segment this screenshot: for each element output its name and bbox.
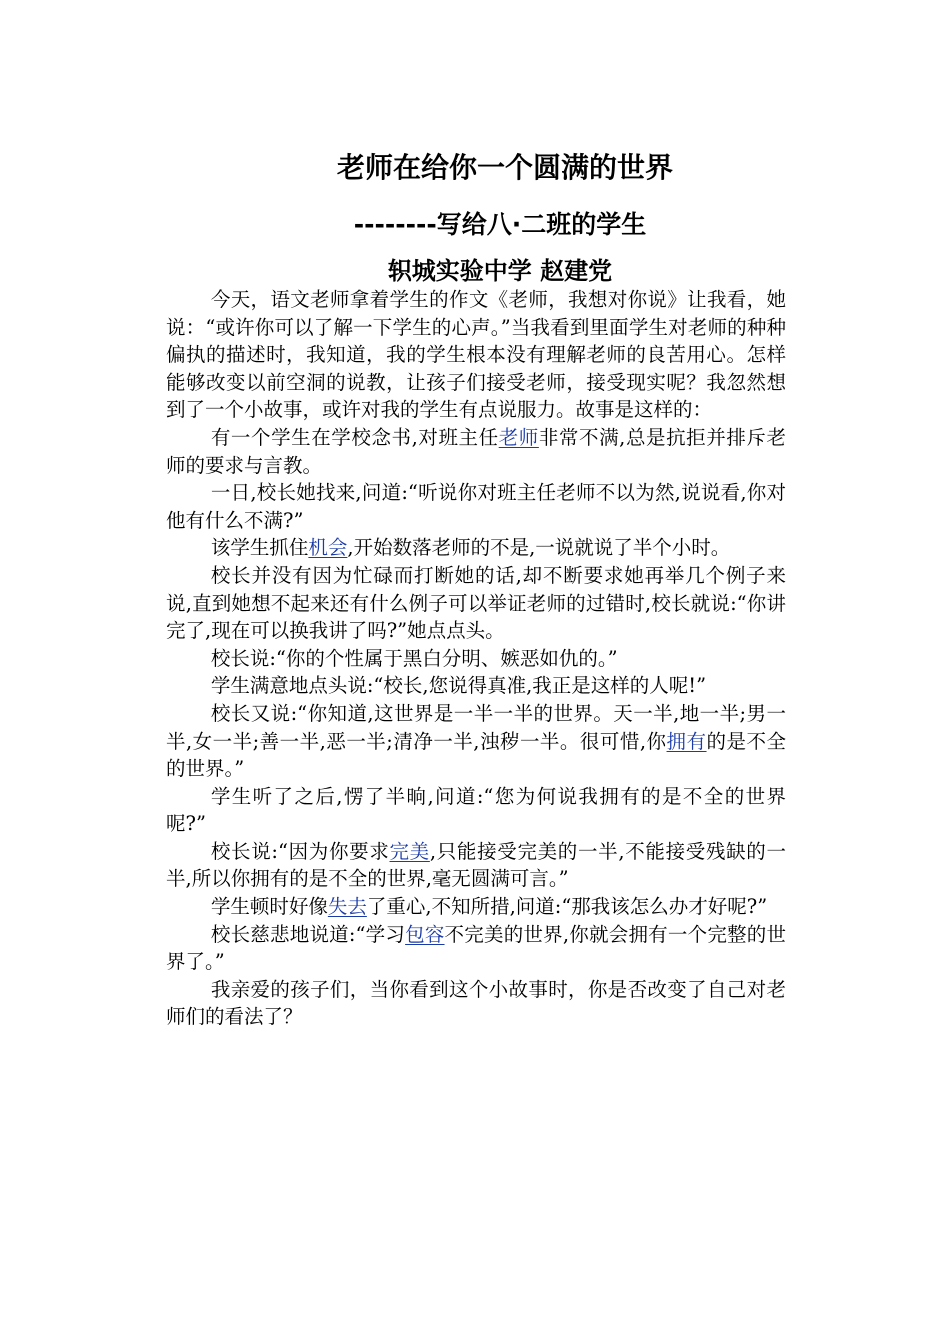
paragraph-text: 校长说:“因为你要求 — [210, 839, 390, 863]
paragraph-text: 学生满意地点头说:“校长,您说得真准,我正是这样的人呢!” — [210, 674, 707, 698]
paragraph-text: ,开始数落老师的不是,一说就说了半个小时。 — [347, 536, 731, 560]
paragraph-text: 一日,校长她找来,问道:“听说你对班主任老师不以为然,说说看,你对他有什么不满?” — [166, 481, 786, 532]
paragraph — [166, 783, 786, 838]
document-body — [166, 286, 786, 1031]
inline-link[interactable]: 完美 — [389, 839, 430, 863]
author-line: 轵城实验中学 赵建党 — [387, 257, 613, 285]
inline-link[interactable]: 失去 — [327, 895, 367, 919]
paragraph — [166, 534, 786, 562]
document-title: 老师在给你一个圆满的世界 — [336, 151, 673, 184]
paragraph — [166, 645, 786, 673]
inline-link[interactable]: 拥有 — [666, 729, 707, 753]
inline-link[interactable]: 机会 — [308, 536, 348, 560]
paragraph-text: 校长说:“你的个性属于黑白分明、嫉恶如仇的。” — [210, 646, 618, 670]
paragraph-text: 了重心,不知所措,问道:“那我该怎么办才好呢?” — [366, 895, 768, 919]
inline-link[interactable]: 老师 — [498, 425, 539, 449]
paragraph — [166, 838, 786, 893]
document-subtitle: --------写给八·二班的学生 — [353, 210, 647, 239]
paragraph-text: 校长慈悲地说道:“学习 — [210, 922, 406, 946]
paragraph — [166, 976, 786, 1031]
paragraph — [166, 479, 786, 534]
paragraph-text: 不完美的世界,你就会拥有一个完整的世界了。” — [166, 922, 786, 974]
paragraph — [166, 893, 786, 921]
paragraph — [166, 562, 786, 645]
paragraph-text: 学生顿时好像 — [210, 895, 328, 919]
paragraph-text: 我亲爱的孩子们，当你看到这个小故事时，你是否改变了自己对老师们的看法了？ — [166, 977, 786, 1029]
paragraph — [166, 672, 786, 700]
paragraph — [166, 921, 786, 976]
paragraph-text: 有一个学生在学校念书,对班主任 — [210, 425, 499, 449]
paragraph-text: 学生听了之后,愣了半晌,问道:“您为何说我拥有的是不全的世界呢?” — [166, 784, 786, 836]
paragraph-text: 的是不全的世界。” — [166, 729, 786, 781]
inline-link[interactable]: 包容 — [405, 922, 445, 946]
paragraph-text: 校长又说:“你知道,这世界是一半一半的世界。天一半,地一半;男一半,女一半;善一半,恶一半;清净一半,浊秽一半。很可惜,你 — [166, 701, 786, 753]
paragraph-text: 今天，语文老师拿着学生的作文《老师，我想对你说》让我看，她说：“或许你可以了解一下学生的心声。”当我看到里面学生对老师的种种偏执的描述时，我知道，我的学生根本没有理解老师的良苦用心。怎样能够改变以前空洞的说教，让孩子们接受老师，接受现实呢？我忽然想到了一个小故事，或许对我的学生有点说服力。故事是这样的： — [166, 288, 786, 422]
paragraph-text: 校长并没有因为忙碌而打断她的话,却不断要求她再举几个例子来说,直到她想不起来还有什么例子可以举证老师的过错时,校长就说:“你讲完了,现在可以换我讲了吗?”她点点头。 — [166, 563, 786, 643]
paragraph-text: 非常不满,总是抗拒并排斥老师的要求与言教。 — [166, 425, 786, 477]
paragraph-text: ,只能接受完美的一半,不能接受残缺的一半,所以你拥有的是不全的世界,毫无圆满可言。” — [166, 839, 786, 891]
paragraph — [166, 424, 786, 479]
paragraph — [166, 286, 786, 424]
paragraph-text: 该学生抓住 — [210, 536, 309, 560]
paragraph — [166, 700, 786, 783]
